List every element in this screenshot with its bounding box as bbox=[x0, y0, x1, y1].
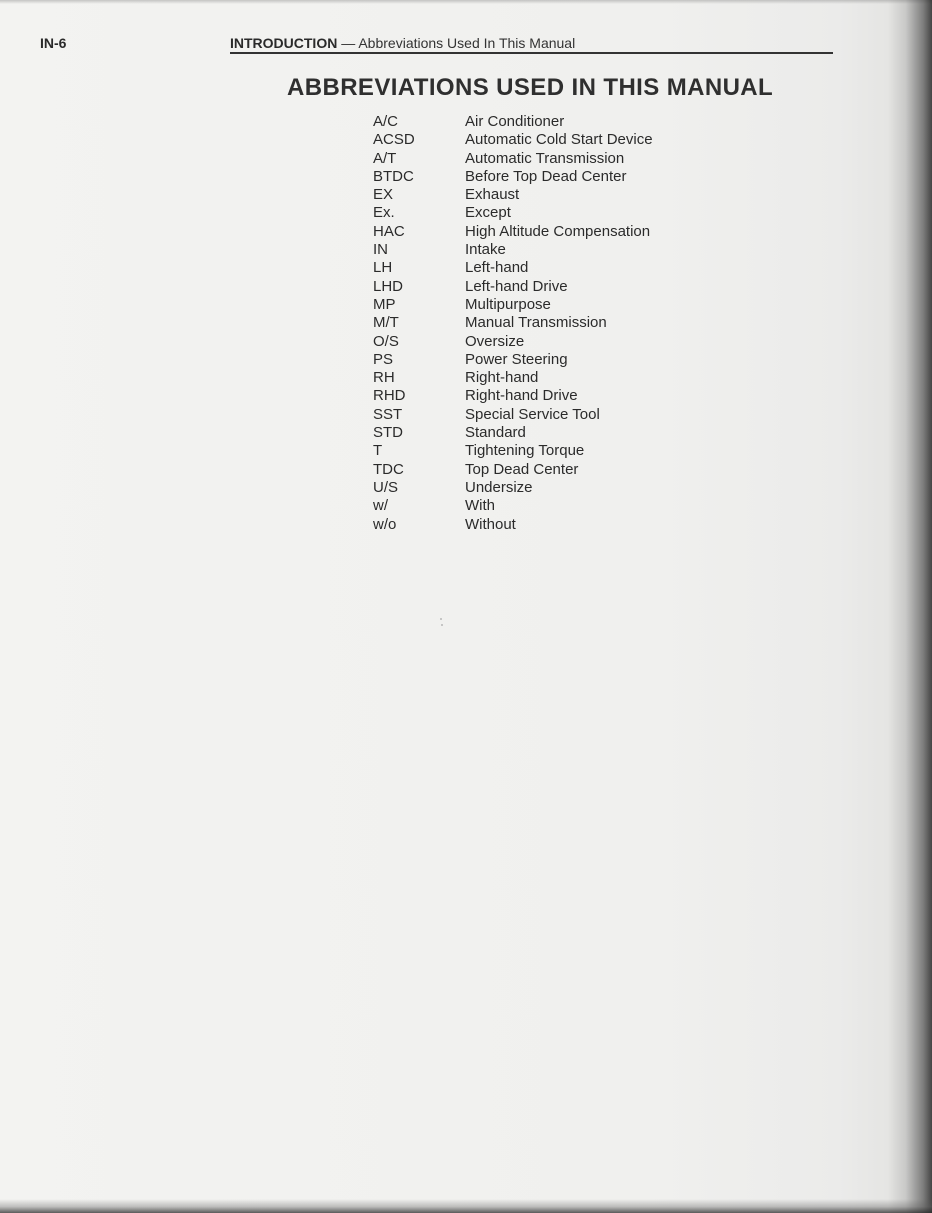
abbreviation-code: LH bbox=[373, 259, 393, 277]
abbreviation-code: ACSD bbox=[373, 131, 415, 149]
abbreviation-code: STD bbox=[373, 424, 403, 442]
abbreviation-row bbox=[373, 406, 713, 424]
abbreviation-row bbox=[373, 204, 713, 222]
abbreviation-row bbox=[373, 497, 713, 515]
abbreviation-row bbox=[373, 516, 713, 534]
header-title bbox=[230, 34, 575, 52]
abbreviation-meaning: Top Dead Center bbox=[465, 460, 579, 478]
abbreviation-meaning: Special Service Tool bbox=[465, 405, 600, 423]
abbreviation-row bbox=[373, 150, 713, 168]
abbreviation-meaning: Before Top Dead Center bbox=[465, 167, 627, 185]
header-section: INTRODUCTION bbox=[230, 35, 338, 51]
abbreviation-code: T bbox=[373, 442, 383, 460]
abbreviation-meaning: Tightening Torque bbox=[465, 442, 585, 460]
abbreviation-meaning: Oversize bbox=[465, 332, 525, 350]
page-bottom-edge bbox=[0, 1199, 932, 1213]
abbreviation-meaning: Undersize bbox=[465, 478, 533, 496]
abbreviation-row bbox=[373, 333, 713, 351]
abbreviation-row bbox=[373, 424, 713, 442]
binding-shadow bbox=[888, 0, 932, 1213]
abbreviation-code: RHD bbox=[373, 387, 406, 405]
abbreviation-meaning: Standard bbox=[465, 424, 526, 442]
abbreviation-code: MP bbox=[373, 295, 396, 313]
abbreviation-code: TDC bbox=[373, 460, 404, 478]
abbreviation-meaning: High Altitude Compensation bbox=[465, 222, 651, 240]
header-dash: — bbox=[341, 35, 356, 51]
abbreviation-meaning: Manual Transmission bbox=[465, 314, 607, 332]
abbreviation-row bbox=[373, 387, 713, 405]
abbreviation-row bbox=[373, 442, 713, 460]
abbreviation-row bbox=[373, 278, 713, 296]
abbreviation-row bbox=[373, 241, 713, 259]
abbreviation-row bbox=[373, 131, 713, 149]
abbreviation-meaning: With bbox=[465, 497, 495, 515]
abbreviation-code: Ex. bbox=[373, 204, 395, 222]
abbreviation-row bbox=[373, 314, 713, 332]
page-top-edge bbox=[0, 0, 932, 4]
abbreviation-meaning: Without bbox=[465, 515, 516, 533]
abbreviation-meaning: Intake bbox=[465, 241, 506, 259]
page-title: ABBREVIATIONS USED IN THIS MANUAL bbox=[287, 74, 774, 101]
abbreviation-list bbox=[373, 113, 713, 534]
abbreviation-code: LHD bbox=[373, 277, 404, 295]
abbreviation-row bbox=[373, 259, 713, 277]
abbreviation-meaning: Automatic Transmission bbox=[465, 149, 625, 167]
abbreviation-meaning: Except bbox=[465, 204, 511, 222]
abbreviation-row bbox=[373, 113, 713, 131]
abbreviation-code: A/C bbox=[373, 113, 399, 130]
abbreviation-code: U/S bbox=[373, 478, 399, 496]
abbreviation-code: M/T bbox=[373, 314, 399, 332]
abbreviation-code: EX bbox=[373, 186, 394, 204]
abbreviation-code: w/ bbox=[373, 497, 388, 515]
abbreviation-row bbox=[373, 296, 713, 314]
abbreviation-code: RH bbox=[373, 369, 395, 387]
abbreviation-meaning: Right-hand bbox=[465, 369, 539, 387]
abbreviation-code: O/S bbox=[373, 332, 399, 350]
paper-speck bbox=[440, 618, 442, 620]
abbreviation-row bbox=[373, 351, 713, 369]
abbreviation-code: IN bbox=[373, 241, 388, 259]
abbreviation-meaning: Right-hand Drive bbox=[465, 387, 578, 405]
abbreviation-row bbox=[373, 461, 713, 479]
abbreviation-meaning: Left-hand bbox=[465, 259, 529, 277]
abbreviation-row bbox=[373, 479, 713, 497]
running-header bbox=[40, 34, 834, 52]
abbreviation-meaning: Exhaust bbox=[465, 186, 520, 204]
abbreviation-meaning: Automatic Cold Start Device bbox=[465, 131, 653, 149]
abbreviation-row bbox=[373, 168, 713, 186]
header-subtitle: Abbreviations Used In This Manual bbox=[358, 35, 576, 51]
abbreviation-row bbox=[373, 223, 713, 241]
abbreviation-code: A/T bbox=[373, 149, 397, 167]
paper-speck bbox=[441, 624, 443, 626]
abbreviation-row bbox=[373, 186, 713, 204]
abbreviation-code: BTDC bbox=[373, 167, 414, 185]
abbreviation-code: PS bbox=[373, 350, 394, 368]
abbreviation-code: SST bbox=[373, 405, 403, 423]
abbreviation-meaning: Multipurpose bbox=[465, 295, 551, 313]
page-number: IN-6 bbox=[40, 35, 67, 51]
abbreviation-meaning: Left-hand Drive bbox=[465, 277, 568, 295]
abbreviation-meaning: Air Conditioner bbox=[465, 113, 565, 130]
abbreviation-code: w/o bbox=[373, 515, 397, 533]
abbreviation-row bbox=[373, 369, 713, 387]
header-rule bbox=[230, 52, 833, 54]
abbreviation-code: HAC bbox=[373, 222, 405, 240]
abbreviation-meaning: Power Steering bbox=[465, 350, 568, 368]
